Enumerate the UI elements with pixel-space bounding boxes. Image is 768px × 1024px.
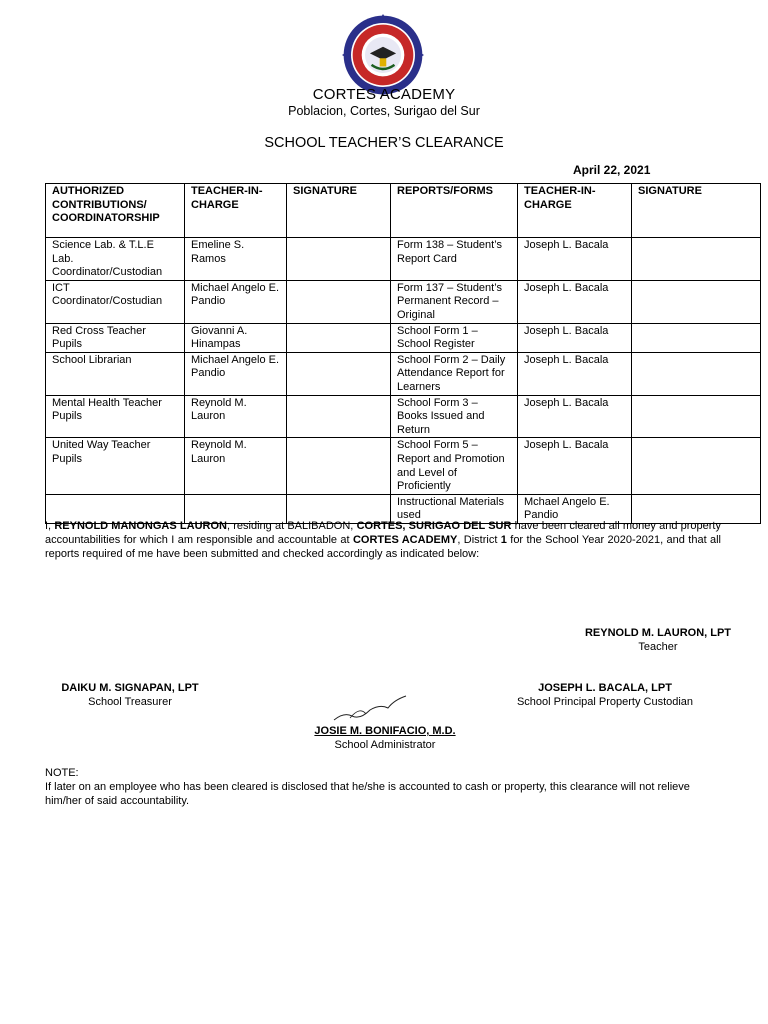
- note-section: [45, 766, 725, 808]
- declaration-school: CORTES ACADEMY: [352, 534, 458, 546]
- col-header-signature: SIGNATURE: [287, 184, 391, 238]
- document-title: SCHOOL TEACHER’S CLEARANCE: [264, 135, 504, 151]
- signatory-role: School Principal Property Custodian: [516, 696, 694, 708]
- table-cell: Mchael Angelo E. Pandio: [518, 494, 632, 523]
- note-label: NOTE:: [45, 767, 79, 779]
- table-cell: Red Cross Teacher Pupils: [46, 323, 185, 352]
- declaration-text: have been cleared all money and property accountabilities for which I am responsible and accountable at: [45, 520, 721, 546]
- table-cell: Michael Angelo E. Pandio: [185, 280, 287, 323]
- signature-cell[interactable]: [287, 280, 391, 323]
- table-row: [46, 438, 761, 494]
- signatory-role: School Treasurer: [88, 696, 172, 708]
- table-cell: ICT Coordinator/Costudian: [46, 280, 185, 323]
- table-cell: Joseph L. Bacala: [518, 438, 632, 494]
- signatory-name: JOSIE M. BONIFACIO, M.D.: [314, 725, 456, 737]
- table-cell: School Form 3 – Books Issued and Return: [391, 395, 518, 438]
- signature-cell[interactable]: [632, 395, 761, 438]
- signatory-name: REYNOLD M. LAURON, LPT: [584, 627, 732, 639]
- table-cell: Reynold M. Lauron: [185, 438, 287, 494]
- table-cell: Joseph L. Bacala: [518, 395, 632, 438]
- signature-cell[interactable]: [287, 352, 391, 395]
- table-row: [46, 280, 761, 323]
- col-header-teacher-in-charge-2: TEACHER-IN-CHARGE: [518, 184, 632, 238]
- signatory-role: School Administrator: [334, 739, 436, 751]
- signatory-treasurer: [40, 681, 220, 709]
- table-cell: Science Lab. & T.L.E Lab. Coordinator/Custodian: [46, 238, 185, 281]
- handwritten-signature: [330, 694, 410, 724]
- table-cell: Giovanni A. Hinampas: [185, 323, 287, 352]
- col-header-reports-forms: REPORTS/FORMS: [391, 184, 518, 238]
- clearance-table: [45, 183, 761, 524]
- signature-cell[interactable]: [287, 238, 391, 281]
- school-logo-seal: [342, 14, 424, 96]
- table-cell: Reynold M. Lauron: [185, 395, 287, 438]
- signature-cell[interactable]: [632, 438, 761, 494]
- signatory-name: JOSEPH L. BACALA, LPT: [538, 682, 672, 694]
- table-cell: Mental Health Teacher Pupils: [46, 395, 185, 438]
- table-cell: Michael Angelo E. Pandio: [185, 352, 287, 395]
- table-cell: School Form 2 – Daily Attendance Report for Learners: [391, 352, 518, 395]
- table-cell: Joseph L. Bacala: [518, 238, 632, 281]
- table-header-row: [46, 184, 761, 238]
- signatory-administrator: [300, 724, 470, 752]
- table-cell: Joseph L. Bacala: [518, 323, 632, 352]
- declaration-place: CORTES, SURIGAO DEL SUR: [356, 520, 512, 532]
- signature-cell[interactable]: [632, 280, 761, 323]
- col-header-signature-2: SIGNATURE: [632, 184, 761, 238]
- table-cell: School Form 5 – Report and Promotion and Level of Proficiently: [391, 438, 518, 494]
- col-header-contributions: AUTHORIZED CONTRIBUTIONS/ COORDINATORSHIP: [46, 184, 185, 238]
- declaration-text: for the School Year 2020-2021, and that all reports required of me have been submitted and checked accordingly as indicated below:: [45, 534, 721, 560]
- table-row: [46, 323, 761, 352]
- table-row: [46, 238, 761, 281]
- table-cell: United Way Teacher Pupils: [46, 438, 185, 494]
- signature-cell[interactable]: [287, 323, 391, 352]
- note-text: If later on an employee who has been cleared is disclosed that he/she is accounted to cash or property, this clearance will not relieve him/her of said accountability.: [45, 781, 690, 807]
- table-cell: Instructional Materials used: [391, 494, 518, 523]
- signatory-teacher: [563, 626, 753, 654]
- signature-cell[interactable]: [632, 323, 761, 352]
- table-cell: Form 137 – Student’s Permanent Record – Original: [391, 280, 518, 323]
- declaration-text: ,: [350, 520, 357, 532]
- signature-cell[interactable]: [632, 352, 761, 395]
- clearance-declaration: [45, 519, 721, 561]
- table-row: [46, 352, 761, 395]
- table-cell: Emeline S. Ramos: [185, 238, 287, 281]
- signature-cell[interactable]: [632, 238, 761, 281]
- signature-cell[interactable]: [287, 395, 391, 438]
- table-cell: Form 138 – Student’s Report Card: [391, 238, 518, 281]
- signatory-name: DAIKU M. SIGNAPAN, LPT: [61, 682, 199, 694]
- table-cell: School Form 1 – School Register: [391, 323, 518, 352]
- declaration-text: , residing at BALIBADON: [226, 520, 351, 532]
- declaration-teacher-name: REYNOLD MANONGAS LAURON: [54, 520, 227, 532]
- table-cell: Joseph L. Bacala: [518, 280, 632, 323]
- school-name: CORTES ACADEMY: [312, 86, 456, 103]
- signature-cell[interactable]: [287, 438, 391, 494]
- declaration-text: I,: [45, 520, 55, 532]
- col-header-teacher-in-charge: TEACHER-IN-CHARGE: [185, 184, 287, 238]
- document-date: April 22, 2021: [573, 163, 651, 177]
- declaration-text: , District: [457, 534, 501, 546]
- school-address: Poblacion, Cortes, Surigao del Sur: [288, 104, 480, 118]
- signatory-role: Teacher: [638, 641, 678, 653]
- table-cell: School Librarian: [46, 352, 185, 395]
- table-cell: Joseph L. Bacala: [518, 352, 632, 395]
- signatory-custodian: [500, 681, 710, 709]
- declaration-district: 1: [500, 534, 507, 546]
- table-row: [46, 395, 761, 438]
